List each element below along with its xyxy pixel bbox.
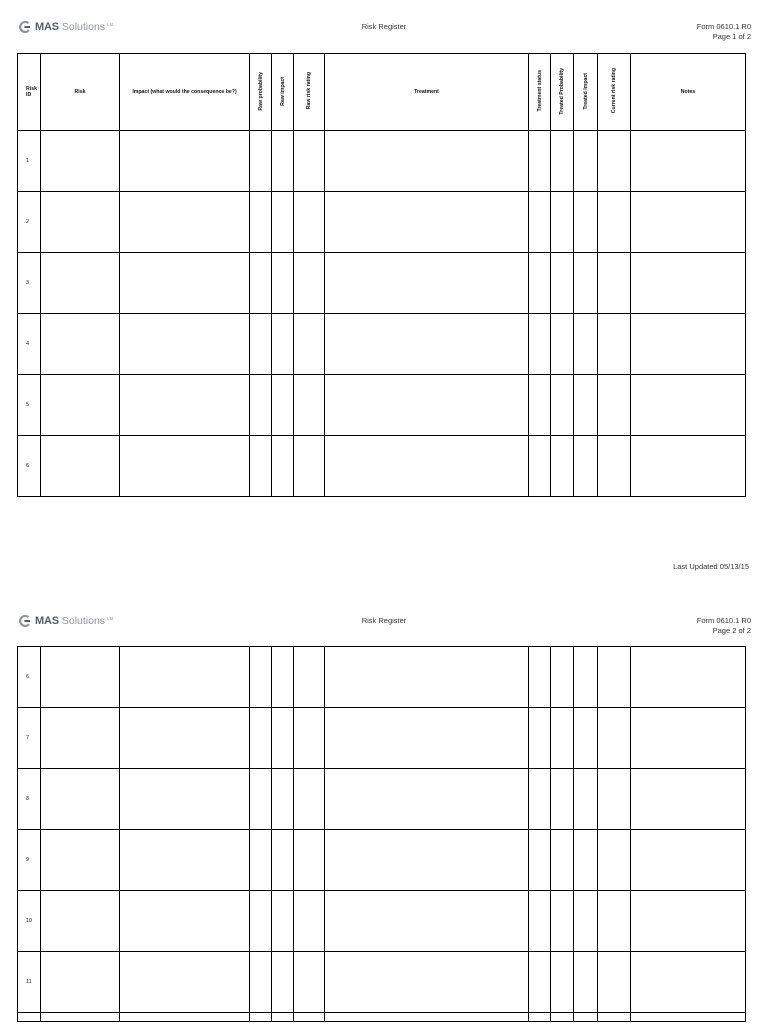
cell-risk-id: 2 (18, 192, 41, 253)
header-treatment-status (529, 54, 551, 131)
table-row (18, 891, 746, 952)
cell-raw-impact[interactable] (272, 830, 294, 891)
cell-raw-impact[interactable] (272, 436, 294, 497)
cell-treated-impact[interactable] (574, 1013, 598, 1022)
cell-treatment-status[interactable] (529, 314, 551, 375)
cell-raw-impact[interactable] (272, 708, 294, 769)
cell-impact[interactable] (120, 708, 250, 769)
cell-treatment[interactable] (325, 769, 529, 830)
cell-risk-id: 6 (18, 647, 41, 708)
cell-current-risk-rating[interactable] (598, 253, 631, 314)
page-number: Page 1 of 2 (712, 32, 751, 41)
table-row (18, 830, 746, 891)
cell-treatment[interactable] (325, 830, 529, 891)
cell-raw-probability[interactable] (250, 952, 272, 1013)
cell-treatment-status[interactable] (529, 830, 551, 891)
cell-treatment-status[interactable] (529, 769, 551, 830)
page-1-header (0, 20, 768, 50)
cell-treated-impact[interactable] (574, 891, 598, 952)
cell-current-risk-rating[interactable] (598, 708, 631, 769)
cell-notes[interactable] (631, 375, 746, 436)
logo-text-light: Solutions (61, 615, 106, 627)
cell-treated-impact[interactable] (574, 253, 598, 314)
cell-risk-id: 10 (18, 891, 41, 952)
cell-treatment[interactable] (325, 891, 529, 952)
cell-treatment[interactable] (325, 375, 529, 436)
header-treated-probability-label: Treated Probability (559, 67, 565, 115)
cell-treated-probability[interactable] (551, 436, 574, 497)
document-title: Risk Register (361, 616, 407, 625)
cell-notes[interactable] (631, 952, 746, 1013)
table-row (18, 375, 746, 436)
cell-current-risk-rating[interactable] (598, 1013, 631, 1022)
cell-raw-probability[interactable] (250, 769, 272, 830)
cell-impact[interactable] (120, 253, 250, 314)
cell-treated-probability[interactable] (551, 830, 574, 891)
cell-treatment[interactable] (325, 314, 529, 375)
cell-risk-id: 3 (18, 253, 41, 314)
cell-raw-impact[interactable] (272, 891, 294, 952)
cell-impact[interactable] (120, 952, 250, 1013)
page-number: Page 2 of 2 (712, 626, 751, 635)
cell-raw-risk-rating[interactable] (294, 830, 325, 891)
table-row (18, 952, 746, 1013)
cell-raw-risk-rating[interactable] (294, 253, 325, 314)
table-row (18, 769, 746, 830)
logo-text-light: Solutions (61, 21, 106, 33)
cell-raw-risk-rating[interactable] (294, 436, 325, 497)
cell-notes[interactable] (631, 253, 746, 314)
cell-treatment[interactable] (325, 436, 529, 497)
cell-treated-impact[interactable] (574, 436, 598, 497)
cell-raw-probability[interactable] (250, 253, 272, 314)
cell-treated-probability[interactable] (551, 708, 574, 769)
cell-impact[interactable] (120, 436, 250, 497)
cell-impact[interactable] (120, 131, 250, 192)
cell-risk-id: 5 (18, 375, 41, 436)
cell-raw-impact[interactable] (272, 192, 294, 253)
cell-notes[interactable] (631, 647, 746, 708)
form-number: Form 0610.1 R0 (696, 616, 751, 625)
cell-raw-probability[interactable] (250, 830, 272, 891)
risk-register-table-page-1 (17, 53, 746, 497)
cell-risk[interactable] (41, 830, 120, 891)
cell-raw-risk-rating[interactable] (294, 131, 325, 192)
cell-raw-impact[interactable] (272, 952, 294, 1013)
cell-treated-probability[interactable] (551, 314, 574, 375)
document-title: Risk Register (361, 22, 407, 31)
cell-treatment-status[interactable] (529, 952, 551, 1013)
cell-raw-risk-rating[interactable] (294, 891, 325, 952)
cell-raw-probability[interactable] (250, 436, 272, 497)
cell-raw-impact[interactable] (272, 131, 294, 192)
cell-treated-probability[interactable] (551, 647, 574, 708)
cell-current-risk-rating[interactable] (598, 436, 631, 497)
cell-impact[interactable] (120, 830, 250, 891)
cell-risk[interactable] (41, 891, 120, 952)
header-treatment-status-label: Treatment status (536, 70, 543, 112)
cell-risk-id: 1 (18, 131, 41, 192)
cell-risk[interactable] (41, 314, 120, 375)
cell-raw-probability[interactable] (250, 314, 272, 375)
cell-treated-impact[interactable] (574, 192, 598, 253)
cell-treatment[interactable] (325, 647, 529, 708)
cell-treatment-status[interactable] (529, 891, 551, 952)
header-raw-impact-label: Raw impact (279, 76, 286, 106)
cell-raw-risk-rating[interactable] (294, 769, 325, 830)
cell-current-risk-rating[interactable] (598, 192, 631, 253)
cell-notes[interactable] (631, 1013, 746, 1022)
cell-treatment[interactable] (325, 253, 529, 314)
cell-risk[interactable] (41, 436, 120, 497)
table-row (18, 647, 746, 708)
cell-treatment-status[interactable] (529, 375, 551, 436)
last-updated: Last Updated 05/13/15 (673, 562, 749, 571)
cell-treated-impact[interactable] (574, 830, 598, 891)
logo-text-bold: MAS (35, 615, 59, 627)
cell-treated-probability[interactable] (551, 769, 574, 830)
table-row (18, 708, 746, 769)
logo-text-bold: MAS (35, 21, 59, 33)
cell-treated-probability[interactable] (551, 131, 574, 192)
cell-impact[interactable] (120, 314, 250, 375)
cell-current-risk-rating[interactable] (598, 830, 631, 891)
cell-risk-id: 9 (18, 830, 41, 891)
cell-treated-probability[interactable] (551, 1013, 574, 1022)
cell-risk[interactable] (41, 192, 120, 253)
cell-raw-probability[interactable] (250, 1013, 272, 1022)
cell-risk[interactable] (41, 769, 120, 830)
cell-risk-id (18, 1013, 41, 1022)
header-current-risk-rating-label: Current risk rating (611, 68, 617, 114)
cell-raw-risk-rating[interactable] (294, 192, 325, 253)
cell-treatment[interactable] (325, 1013, 529, 1022)
cell-impact[interactable] (120, 192, 250, 253)
header-treated-impact-label: Treated Impact (582, 72, 589, 110)
cell-treated-impact[interactable] (574, 769, 598, 830)
cell-risk[interactable] (41, 375, 120, 436)
cell-notes[interactable] (631, 436, 746, 497)
cell-treated-impact[interactable] (574, 314, 598, 375)
cell-treatment-status[interactable] (529, 708, 551, 769)
cell-raw-probability[interactable] (250, 647, 272, 708)
header-raw-impact (272, 54, 294, 131)
header-notes: Notes (631, 54, 746, 131)
cell-risk[interactable] (41, 1013, 120, 1022)
form-info (697, 22, 751, 42)
header-raw-risk-rating-label: Raw risk rating (306, 72, 312, 110)
cell-treatment-status[interactable] (529, 253, 551, 314)
cell-treated-probability[interactable] (551, 952, 574, 1013)
cell-raw-risk-rating[interactable] (294, 314, 325, 375)
cell-notes[interactable] (631, 131, 746, 192)
table-row (18, 192, 746, 253)
form-number: Form 0610.1 R0 (696, 22, 751, 31)
cell-current-risk-rating[interactable] (598, 314, 631, 375)
cell-raw-impact[interactable] (272, 253, 294, 314)
cell-current-risk-rating[interactable] (598, 891, 631, 952)
header-impact: Impact (what would the consequence be?) (120, 54, 250, 131)
cell-treatment[interactable] (325, 708, 529, 769)
cell-treated-probability[interactable] (551, 253, 574, 314)
header-raw-risk-rating (294, 54, 325, 131)
cell-risk-id: 6 (18, 436, 41, 497)
cell-current-risk-rating[interactable] (598, 769, 631, 830)
header-raw-probability-label: Raw probability (257, 71, 264, 111)
cell-raw-impact[interactable] (272, 769, 294, 830)
cell-raw-impact[interactable] (272, 314, 294, 375)
header-risk: Risk (41, 54, 120, 131)
form-info (697, 616, 751, 636)
header-current-risk-rating (598, 54, 631, 131)
cell-treated-probability[interactable] (551, 375, 574, 436)
cell-treated-impact[interactable] (574, 708, 598, 769)
cell-treatment[interactable] (325, 192, 529, 253)
table-row (18, 131, 746, 192)
cell-notes[interactable] (631, 830, 746, 891)
cell-raw-probability[interactable] (250, 375, 272, 436)
cell-treatment-status[interactable] (529, 647, 551, 708)
cell-raw-probability[interactable] (250, 708, 272, 769)
cell-risk[interactable] (41, 131, 120, 192)
cell-treated-impact[interactable] (574, 952, 598, 1013)
cell-raw-risk-rating[interactable] (294, 375, 325, 436)
cell-risk-id: 8 (18, 769, 41, 830)
table-row (18, 253, 746, 314)
header-raw-probability (250, 54, 272, 131)
cell-notes[interactable] (631, 891, 746, 952)
cell-impact[interactable] (120, 891, 250, 952)
page-2-header (0, 614, 768, 644)
cell-impact[interactable] (120, 647, 250, 708)
cell-impact[interactable] (120, 375, 250, 436)
logo-suffix: Ltd (107, 615, 114, 621)
cell-impact[interactable] (120, 1013, 250, 1022)
header-treatment: Treatment (325, 54, 529, 131)
cell-risk-id: 11 (18, 952, 41, 1013)
cell-risk[interactable] (41, 647, 120, 708)
cell-treatment-status[interactable] (529, 131, 551, 192)
cell-notes[interactable] (631, 769, 746, 830)
table-row (18, 1013, 746, 1022)
cell-raw-probability[interactable] (250, 131, 272, 192)
cell-treated-impact[interactable] (574, 131, 598, 192)
cell-risk[interactable] (41, 708, 120, 769)
cell-treated-impact[interactable] (574, 647, 598, 708)
cell-treated-probability[interactable] (551, 891, 574, 952)
cell-current-risk-rating[interactable] (598, 131, 631, 192)
cell-raw-risk-rating[interactable] (294, 952, 325, 1013)
cell-treatment-status[interactable] (529, 192, 551, 253)
cell-raw-impact[interactable] (272, 375, 294, 436)
cell-risk-id: 4 (18, 314, 41, 375)
cell-treatment-status[interactable] (529, 1013, 551, 1022)
cell-notes[interactable] (631, 314, 746, 375)
table-row (18, 436, 746, 497)
cell-notes[interactable] (631, 192, 746, 253)
table-header-row (18, 54, 746, 131)
cell-current-risk-rating[interactable] (598, 647, 631, 708)
risk-register-table-page-2 (17, 646, 746, 1022)
cell-risk[interactable] (41, 253, 120, 314)
cell-treated-probability[interactable] (551, 192, 574, 253)
cell-treatment[interactable] (325, 952, 529, 1013)
cell-risk-id: 7 (18, 708, 41, 769)
cell-raw-impact[interactable] (272, 1013, 294, 1022)
header-risk-id: Risk ID (18, 54, 41, 131)
cell-impact[interactable] (120, 769, 250, 830)
header-treated-impact (574, 54, 598, 131)
cell-raw-impact[interactable] (272, 647, 294, 708)
cell-raw-risk-rating[interactable] (294, 647, 325, 708)
cell-treated-impact[interactable] (574, 375, 598, 436)
cell-notes[interactable] (631, 708, 746, 769)
cell-current-risk-rating[interactable] (598, 375, 631, 436)
cell-raw-risk-rating[interactable] (294, 708, 325, 769)
cell-risk[interactable] (41, 952, 120, 1013)
cell-raw-probability[interactable] (250, 192, 272, 253)
table-row (18, 314, 746, 375)
cell-treatment[interactable] (325, 131, 529, 192)
header-treated-probability (551, 54, 574, 131)
cell-current-risk-rating[interactable] (598, 952, 631, 1013)
logo-suffix: Ltd (107, 21, 114, 27)
cell-treatment-status[interactable] (529, 436, 551, 497)
cell-raw-risk-rating[interactable] (294, 1013, 325, 1022)
cell-raw-probability[interactable] (250, 891, 272, 952)
